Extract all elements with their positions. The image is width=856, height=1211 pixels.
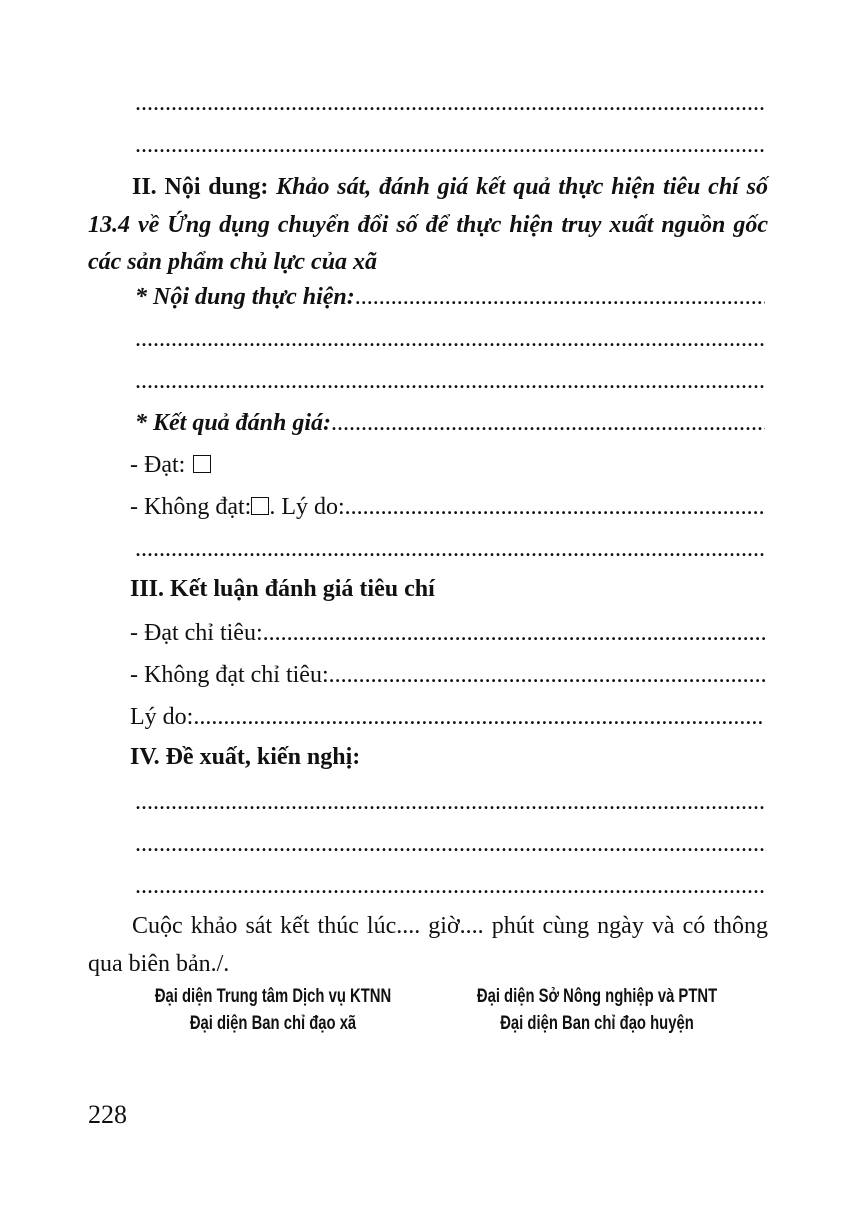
dotted-fill-line [135,364,765,398]
section-3-fail-label: - Không đạt chỉ tiêu: [130,662,329,688]
dotted-fill-line [135,869,765,903]
content-field [135,280,765,314]
fail-checkbox[interactable] [251,497,269,515]
fail-reason-label: . Lý do: [269,494,345,520]
page-number: 228 [88,1100,127,1129]
section-4-heading: IV. Đề xuất, kiến nghị: [130,744,361,770]
section-2-text: Khảo sát, đánh giá kết quả thực hiện tiêu chí số 13.4 về Ứng dụng chuyển đổi số để thực hiện truy xuất nguồn gốc các sản phẩm chủ lực của xã [88,174,768,275]
signature-left [105,983,440,1037]
content-label: * Nội dung thực hiện: [135,284,355,310]
closing-text: Cuộc khảo sát kết thúc lúc.... giờ.... phút cùng ngày và có thông qua biên bản./. [88,913,768,977]
section-3-pass-field [130,616,765,650]
dotted-fill-line [135,86,765,120]
result-field [135,406,765,440]
pass-checkbox-row [130,448,760,482]
closing-paragraph [88,908,768,983]
fail-label: - Không đạt: [130,494,252,520]
section-3-heading: III. Kết luận đánh giá tiêu chí [130,576,435,602]
signature-left-line2: Đại diện Ban chỉ đạo xã [189,1013,357,1034]
section-3-fail-field [130,658,765,692]
signature-right [429,983,764,1037]
signature-left-line1: Đại diện Trung tâm Dịch vụ KTNN [154,986,392,1007]
dotted-fill-line [135,532,765,566]
pass-checkbox[interactable] [193,455,211,473]
section-3-reason-label: Lý do: [130,704,194,730]
section-3-reason-field [130,700,765,734]
section-2-paragraph [88,169,768,282]
section-3-pass-label: - Đạt chỉ tiêu: [130,620,263,646]
dotted-fill-line [135,322,765,356]
pass-label: - Đạt: [130,452,186,478]
dotted-fill-line [135,128,765,162]
fail-checkbox-row [130,490,765,524]
signature-right-line2: Đại diện Ban chỉ đạo huyện [500,1013,694,1034]
result-label: * Kết quả đánh giá: [135,410,332,436]
dotted-fill-line [135,785,765,819]
signature-right-line1: Đại diện Sở Nông nghiệp và PTNT [476,986,718,1007]
dotted-fill-line [135,827,765,861]
section-2-heading: II. Nội dung: [132,174,269,200]
